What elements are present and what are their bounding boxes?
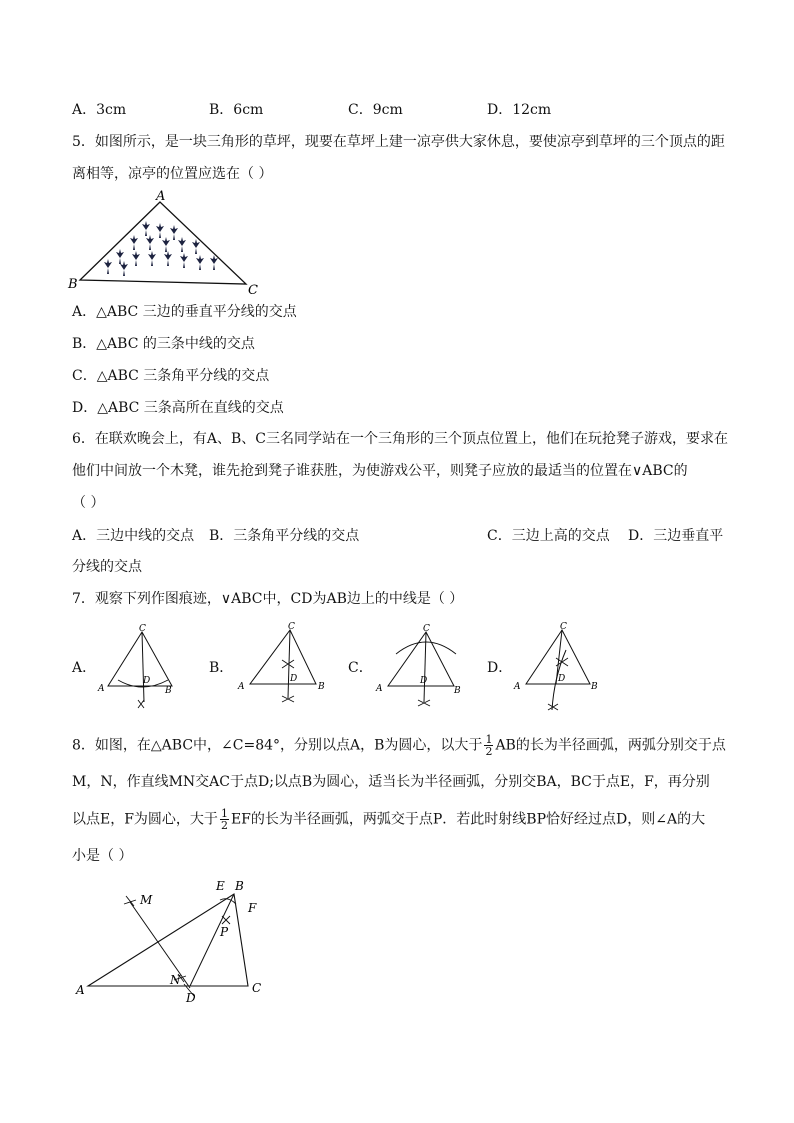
- q7a-label-c: C: [139, 624, 146, 634]
- q8-line3-after: EF的长为半径画弧，两弧交于点P．若此时射线BP恰好经过点D，则∠A的大: [230, 811, 706, 828]
- q7-option-a-letter: A．: [72, 660, 97, 676]
- q7a-label-b: B: [165, 686, 172, 696]
- q7b-label-a: A: [238, 682, 245, 692]
- q4-option-c: C．9cm: [348, 102, 403, 118]
- q7b-label-b: B: [318, 682, 325, 692]
- q8-stem-line3: [72, 808, 705, 831]
- q7-stem: 7．观察下列作图痕迹，∨ABC中，CD为AB边上的中线是（ ）: [72, 591, 464, 607]
- q8-frac-num: 1: [485, 733, 493, 746]
- q5-option-a: A．△ABC 三边的垂直平分线的交点: [72, 304, 297, 320]
- q8-label-d: D: [186, 991, 196, 1005]
- q4-option-d: D．12cm: [487, 102, 552, 118]
- q8-line1-after: AB的长为半径画弧，两弧分别交于点: [495, 737, 726, 754]
- q8-label-m: M: [140, 893, 153, 907]
- q8-fraction-half: [484, 734, 493, 757]
- q7a-label-a: A: [98, 684, 105, 694]
- q6-stem-line2: 他们中间放一个木凳，谁先抢到凳子谁获胜，为使游戏公平，则凳子应放的最适当的位置在∨ABC的: [72, 463, 688, 479]
- q8-label-b: B: [235, 879, 244, 893]
- q8-label-c: C: [252, 981, 262, 995]
- q7c-label-c: C: [423, 624, 430, 634]
- q5-stem-line2: 离相等，凉亭的位置应选在（ ）: [72, 166, 273, 182]
- q5-label-b: B: [68, 277, 78, 292]
- q4-option-a: A．3cm: [72, 102, 127, 118]
- q8-stem-line1: [72, 734, 726, 757]
- q5-lawn-figure: [66, 188, 276, 298]
- q5-label-a: A: [156, 189, 166, 204]
- q8-frac2-den: 2: [220, 819, 228, 832]
- q4-option-b: B．6cm: [209, 102, 264, 118]
- q8-line3-before: 以点E，F为圆心，大于: [72, 811, 218, 828]
- q6-stem-line1: 6．在联欢晚会上，有A、B、C三名同学站在一个三角形的三个顶点位置上，他们在玩抢凳子游戏，要求在: [72, 431, 729, 447]
- q8-stem-line2: M，N，作直线MN交AC于点D;以点B为圆心，适当长为半径画弧，分别交BA，BC于点E，F，再分别: [72, 774, 710, 790]
- q6-option-a: A．三边中线的交点: [72, 528, 195, 544]
- q8-fraction-half-2: [220, 808, 229, 831]
- q7d-label-b: B: [591, 682, 598, 692]
- q6-option-b: B．三条角平分线的交点: [209, 528, 360, 544]
- q8-construction-figure: [70, 874, 280, 1014]
- q5-option-b: B．△ABC 的三条中线的交点: [72, 336, 255, 352]
- q6-option-c: C．三边上高的交点: [487, 528, 610, 544]
- q8-frac-den: 2: [485, 745, 493, 758]
- q7-option-d-letter: D．: [487, 660, 513, 676]
- q7-option-b-letter: B．: [209, 660, 234, 676]
- q8-stem-line4: 小是（ ）: [72, 848, 133, 864]
- q7-figure-b: [236, 620, 330, 714]
- q7d-label-d: D: [558, 674, 566, 684]
- q8-label-f: F: [248, 901, 257, 915]
- q6-stem-line3: （ ）: [72, 495, 105, 511]
- q6-option-d: D．三边垂直平: [628, 528, 724, 544]
- q7a-label-d: D: [143, 676, 151, 686]
- q5-option-d: D．△ABC 三条高所在直线的交点: [72, 400, 284, 416]
- q5-stem-line1: 5．如图所示，是一块三角形的草坪，现要在草坪上建一凉亭供大家休息，要使凉亭到草坪的三个顶点的距: [72, 134, 725, 150]
- q8-label-a: A: [76, 983, 85, 997]
- q7-figure-c: [374, 622, 468, 716]
- q7c-label-a: A: [376, 684, 383, 694]
- q7b-label-c: C: [288, 622, 295, 632]
- q7c-label-b: B: [454, 686, 461, 696]
- q7d-label-a: A: [514, 682, 521, 692]
- q8-frac2-num: 1: [220, 807, 228, 820]
- q7b-label-d: D: [290, 674, 298, 684]
- q5-label-c: C: [248, 283, 258, 298]
- q7-figure-d: [512, 620, 606, 718]
- q5-option-c: C．△ABC 三条角平分线的交点: [72, 368, 270, 384]
- q7c-label-d: D: [420, 676, 428, 686]
- q8-line1-before: 8．如图，在△ABC中，∠C=84°，分别以点A，B为圆心，以大于: [72, 737, 483, 754]
- q8-label-n: N: [170, 973, 181, 987]
- q7d-label-c: C: [560, 622, 567, 632]
- q8-label-e: E: [216, 879, 225, 893]
- q6-option-d-cont: 分线的交点: [72, 559, 142, 575]
- q7-option-c-letter: C．: [348, 660, 373, 676]
- q7-figure-a: [96, 622, 186, 714]
- q8-label-p: P: [220, 925, 229, 939]
